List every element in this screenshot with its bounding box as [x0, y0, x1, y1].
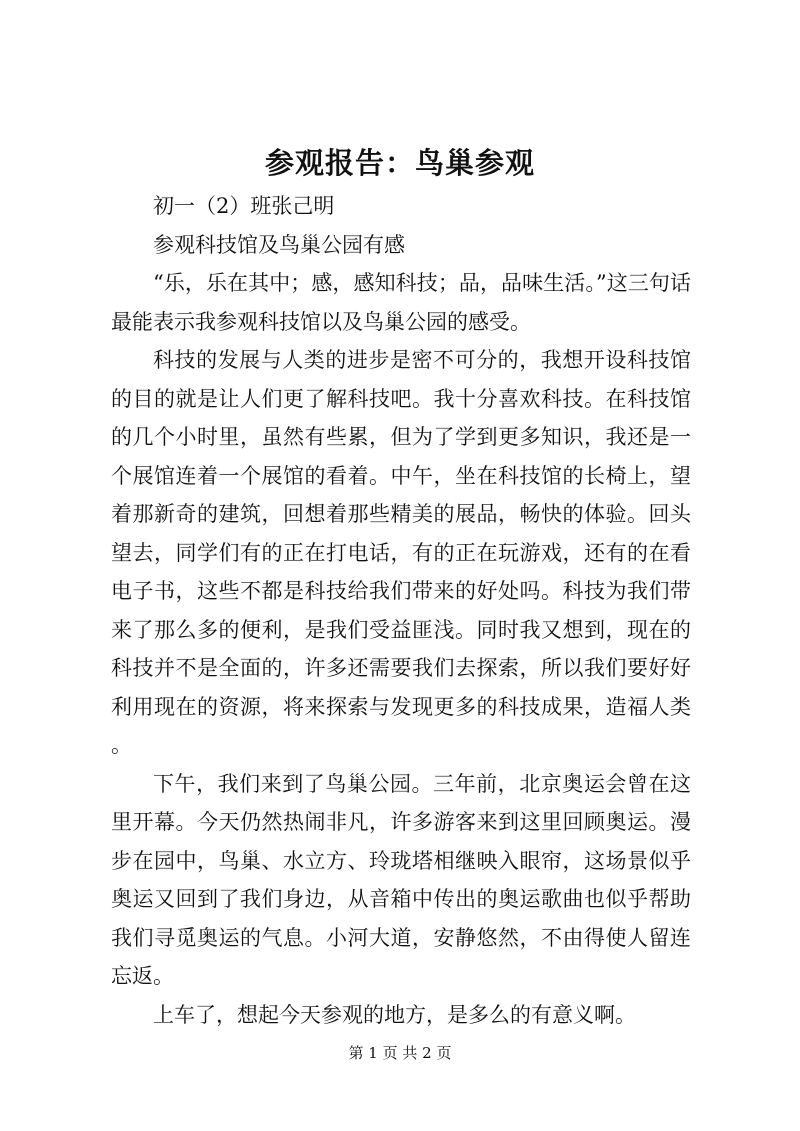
document-title: 参观报告：鸟巢参观 — [264, 146, 535, 180]
paragraph-conclusion: 上车了，想起今天参观的地方，是多么的有意义啊。 — [153, 1002, 636, 1027]
document-body — [111, 187, 691, 1034]
paragraph-intro: “乐，乐在其中；感，感知科技；品，品味生活。”这三句话最能表示我参观科技馆以及鸟巢公园的感受。 — [111, 271, 691, 334]
subtitle-line: 参观科技馆及鸟巢公园有感 — [153, 232, 405, 257]
paragraph-science-museum: 科技的发展与人类的进步是密不可分的，我想开设科技馆的目的就是让人们更了解科技吧。我十分喜欢科技。在科技馆的几个小时里，虽然有些累，但为了学到更多知识，我还是一个展馆连着一个展馆的看着。中午，坐在科技馆的长椅上，望着那新奇的建筑，回想着那些精美的展品，畅快的体验。回头望去，同学们有的正在打电话，有的正在玩游戏，还有的在看电子书，这些不都是科技给我们带来的好处吗。科技为我们带来了那么多的便利，是我们受益匪浅。同时我又想到，现在的科技并不是全面的，许多还需要我们去探索，所以我们要好好利用现在的资源，将来探索与发现更多的科技成果，造福人类。 — [111, 348, 691, 757]
paragraph-birds-nest-park: 下午，我们来到了鸟巢公园。三年前，北京奥运会曾在这里开幕。今天仍然热闹非凡，许多游客来到这里回顾奥运。漫步在园中，鸟巢、水立方、玲珑塔相继映入眼帘，这场景似乎奥运又回到了我们身边，从音箱中传出的奥运歌曲也似乎帮助我们寻觅奥运的气息。小河大道，安静悠然，不由得使人留连忘返。 — [111, 771, 691, 988]
class-and-author-line: 初一（2）班张己明 — [153, 194, 335, 218]
page-number-footer: 第 1 页 共 2 页 — [348, 1044, 452, 1062]
